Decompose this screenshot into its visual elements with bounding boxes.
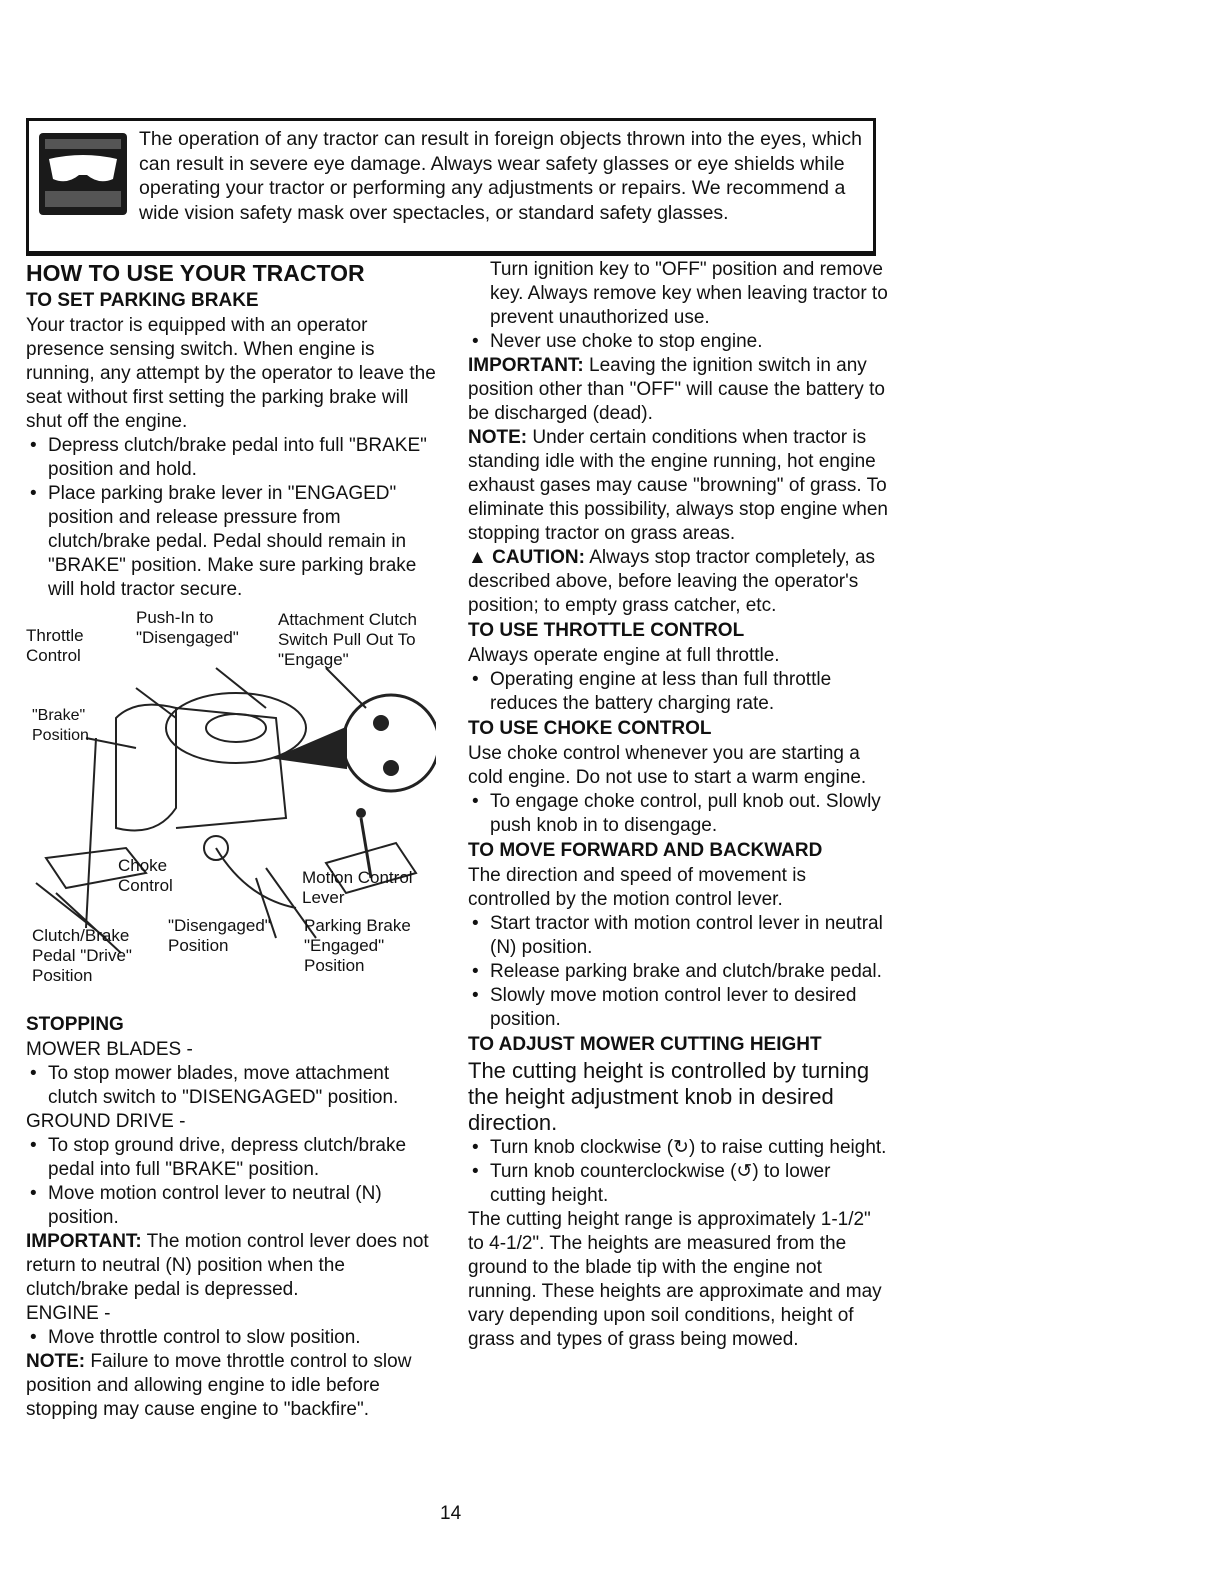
page-number: 14 [440, 1503, 462, 1524]
caution-icon: ▲ [468, 547, 493, 568]
throttle-heading: TO USE THROTTLE CONTROL [468, 620, 745, 641]
label-motion-control: Motion Control Lever [302, 868, 413, 907]
important-note [26, 1230, 436, 1302]
right-column [468, 258, 888, 1352]
safety-glasses-warning-icon [39, 133, 127, 215]
list-item: • Place parking brake lever in "ENGAGED" position and release pressure from clutch/brake pedal. Pedal should remain in "BRAKE" position. Make sure parking brake will hold tractor secure. [26, 482, 436, 602]
choke-heading: TO USE CHOKE CONTROL [468, 718, 712, 739]
height-heading: TO ADJUST MOWER CUTTING HEIGHT [468, 1034, 822, 1055]
list-item: • Never use choke to stop engine. [468, 330, 888, 354]
important-label: IMPORTANT: [26, 1231, 142, 1252]
left-column [26, 258, 436, 1422]
important-note [468, 354, 888, 426]
label-parking-brake: Parking Brake "Engaged" Position [304, 916, 411, 975]
list-item: • Operating engine at less than full throttle reduces the battery charging rate. [468, 668, 888, 716]
important-text: The motion control lever does not return to neutral (N) position when the clutch/brake pedal is depressed. [26, 1231, 429, 1300]
list-item: • Depress clutch/brake pedal into full "BRAKE" position and hold. [26, 434, 436, 482]
label-throttle: Throttle Control [26, 626, 84, 665]
tractor-controls-diagram [26, 608, 436, 1008]
list-item: • Turn knob clockwise (↻) to raise cutting height. [468, 1136, 888, 1160]
caution [468, 546, 888, 618]
label-brake-position: "Brake" Position [32, 707, 89, 744]
list-item: • Release parking brake and clutch/brake pedal. [468, 960, 888, 984]
range-text: The cutting height range is approximately 1-1/2" to 4-1/2". The heights are measured from the ground to the blade tip with the engine not running. These heights are approximate and may vary depending upon soil conditions, height of grass and types of grass being mowed. [468, 1209, 882, 1350]
label-disengaged: "Disengaged" Position [168, 916, 271, 955]
list-item: • To engage choke control, pull knob out. Slowly push knob in to disengage. [468, 790, 888, 838]
throttle-text: Always operate engine at full throttle. [468, 645, 780, 666]
list-item: • Move motion control lever to neutral (N) position. [26, 1182, 436, 1230]
parking-intro: Your tractor is equipped with an operator presence sensing switch. When engine is running, any attempt by the operator to leave the seat without first setting the parking brake will shut off the engine. [26, 315, 436, 432]
caution-label: CAUTION: [492, 547, 585, 568]
height-text: The cutting height is controlled by turning the height adjustment knob in desired direction. [468, 1058, 870, 1135]
label-attachment-clutch: Attachment Clutch Switch Pull Out To "Engage" [278, 610, 417, 669]
list-item: • Move throttle control to slow position. [26, 1326, 436, 1350]
move-text: The direction and speed of movement is controlled by the motion control lever. [468, 865, 806, 910]
list-item: • To stop mower blades, move attachment clutch switch to "DISENGAGED" position. [26, 1062, 436, 1110]
list-item: • Turn knob counterclockwise (↺) to lower cutting height. [468, 1160, 888, 1208]
engine-heading: ENGINE - [26, 1303, 111, 1324]
note [26, 1350, 436, 1422]
section-title: HOW TO USE YOUR TRACTOR [26, 260, 365, 286]
label-clutch-brake: Clutch/Brake Pedal "Drive" Position [32, 926, 132, 985]
important-label: IMPORTANT: [468, 355, 584, 376]
parking-brake-heading: TO SET PARKING BRAKE [26, 290, 259, 311]
warning-box [26, 118, 876, 256]
note-text: Failure to move throttle control to slow position and allowing engine to idle before stopping may cause engine to "backfire". [26, 1351, 412, 1420]
note-label: NOTE: [26, 1351, 86, 1372]
blades-heading: MOWER BLADES - [26, 1039, 193, 1060]
note-text: Under certain conditions when tractor is standing idle with the engine running, hot engine exhaust gases may cause "browning" of grass. To eliminate this possibility, always stop engine when stopping tractor on grass areas. [468, 427, 888, 544]
list-item: • To stop ground drive, depress clutch/brake pedal into full "BRAKE" position. [26, 1134, 436, 1182]
list-item: • Slowly move motion control lever to desired position. [468, 984, 888, 1032]
label-choke: Choke Control [118, 856, 173, 895]
ground-heading: GROUND DRIVE - [26, 1111, 186, 1132]
note [468, 426, 888, 546]
note-label: NOTE: [468, 427, 528, 448]
choke-text: Use choke control whenever you are starting a cold engine. Do not use to start a warm engine. [468, 743, 867, 788]
important-text: Leaving the ignition switch in any position other than "OFF" will cause the battery to be discharged (dead). [468, 355, 885, 424]
warning-text: The operation of any tractor can result in foreign objects thrown into the eyes, which can result in severe eye damage. Always wear safety glasses or eye shields while operating your tractor or performing any adjustments or repairs. We recommend a wide vision safety mask over spectacles, or standard safety glasses. [139, 128, 862, 224]
ignition-text: Turn ignition key to "OFF" position and remove key. Always remove key when leaving tractor to prevent unauthorized use. [490, 259, 888, 328]
list-item: • Start tractor with motion control lever in neutral (N) position. [468, 912, 888, 960]
stopping-heading: STOPPING [26, 1014, 124, 1035]
caution-text: Always stop tractor completely, as described above, before leaving the operator's position; to empty grass catcher, etc. [468, 547, 876, 616]
label-push-in: Push-In to "Disengaged" [136, 608, 239, 647]
move-heading: TO MOVE FORWARD AND BACKWARD [468, 840, 823, 861]
